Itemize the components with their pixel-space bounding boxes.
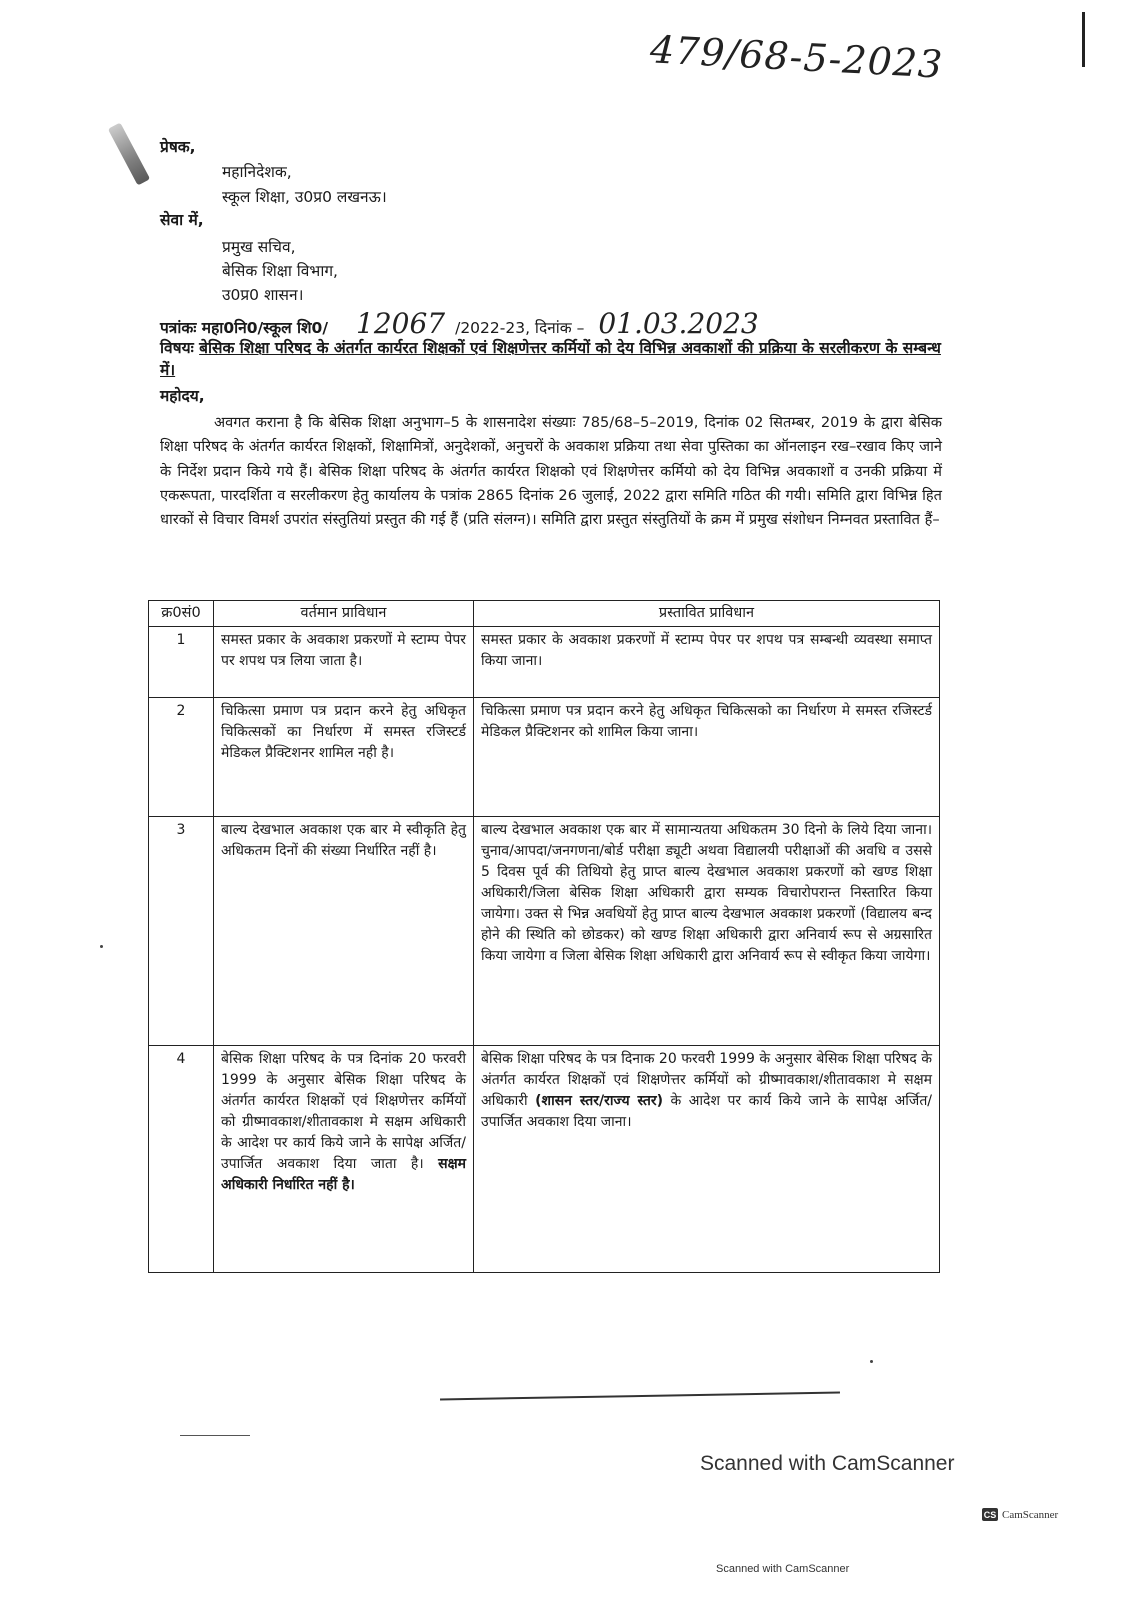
- row-current-text: बेसिक शिक्षा परिषद के पत्र दिनांक 20 फरवरी 1999 के अनुसार बेसिक शिक्षा परिषद के अंतर्गत कार्यरत शिक्षकों एवं शिक्षणेत्तर कर्मियों को ग्रीष्मावकाश/शीतावकाश मे सक्षम अधिकारी के आदेश पर कार्य किये जाने के सापेक्ष अर्जित/उपार्जित अवकाश दिया जाता है।: [221, 1051, 466, 1172]
- letter-prefix: पत्रांकः महा0नि0/स्कूल शि0/: [160, 319, 329, 337]
- camscanner-logo: [982, 1508, 1058, 1521]
- recipient-line-1: प्रमुख सचिव,: [222, 238, 296, 256]
- provisions-table: [148, 600, 940, 1273]
- footer-divider: [440, 1392, 840, 1401]
- body-paragraph: अवगत कराना है कि बेसिक शिक्षा अनुभाग–5 के शासनादेश संख्याः 785/68–5–2019, दिनांक 02 सितम्बर, 2019 के द्वारा बेसिक शिक्षा परिषद के अंतर्गत कार्यरत शिक्षकों, शिक्षामित्रों, अनुदेशकों, अनुचरों के अवकाश प्रक्रिया तथा सेवा पुस्तिका का ऑनलाइन रख–रखाव किए जाने के निर्देश प्रदान किये गये हैं। बेसिक शिक्षा परिषद के अंतर्गत कार्यरत शिक्षको एवं शिक्षणेत्तर कर्मियो को देय विभिन्न अवकाशों व उनकी प्रक्रिया में एकरूपता, पारदर्शिता व सरलीकरण हेतु कार्यालय के पत्रांक 2865 दिनांक 26 जुलाई, 2022 द्वारा समिति गठित की गयी। समिति द्वारा विभिन्न हित धारकों से विचार विमर्श उपरांत संस्तुतियां प्रस्तुत की गई हैं (प्रति संलग्न)। समिति द्वारा प्रस्तुत संस्तुतियों के क्रम में प्रमुख संशोधन निम्नवत प्रस्तावित हैं–: [160, 414, 942, 529]
- letter-number-row: [160, 307, 920, 340]
- subject-line: [160, 337, 950, 381]
- row-serial: 3: [149, 817, 214, 1046]
- table-row: [149, 817, 940, 1046]
- row-current-provision: चिकित्सा प्रमाण पत्र प्रदान करने हेतु अधिकृत चिकित्सकों का निर्धारण में समस्त रजिस्टर्ड मेडिकल प्रैक्टिशनर शामिल नही है।: [214, 698, 474, 817]
- recipient-line-2: बेसिक शिक्षा विभाग,: [222, 262, 338, 280]
- table-header-row: [149, 601, 940, 627]
- row-proposed-provision: बाल्य देखभाल अवकाश एक बार में सामान्यतया अधिकतम 30 दिनो के लिये दिया जाना। चुनाव/आपदा/जनगणना/बोर्ड परीक्षा ड्यूटी अथवा विद्यालयी परीक्षाओं की अवधि व उससे 5 दिवस पूर्व की तिथियो हेतु प्राप्त बाल्य देखभाल अवकाश प्रकरणों को खण्ड शिक्षा अधिकारी/जिला बेसिक शिक्षा अधिकारी द्वारा सम्यक विचारोपरान्त निस्तारित किया जायेगा। उक्त से भिन्न अवधियों हेतु प्राप्त बाल्य देखभाल अवकाश प्रकरणों (विद्यालय बन्द होने की स्थिति को छोडकर) को खण्ड शिक्षा अधिकारी द्वारा अनिवार्य रूप से अग्रसारित किया जायेगा व जिला बेसिक शिक्षा अधिकारी द्वारा अनिवार्य रूप से स्वीकृत किया जायेगा।: [474, 817, 940, 1046]
- scan-speck: [100, 945, 103, 948]
- recipient-line-3: उ0प्र0 शासन।: [222, 286, 304, 304]
- scan-edge-mark: [1082, 12, 1085, 67]
- scanner-watermark: Scanned with CamScanner: [700, 1452, 955, 1475]
- row-proposed-provision: चिकित्सा प्रमाण पत्र प्रदान करने हेतु अधिकृत चिकित्सको का निर्धारण मे समस्त रजिस्टर्ड मेडिकल प्रैक्टिशनर को शामिल किया जाना।: [474, 698, 940, 817]
- scan-speck: [870, 1360, 873, 1363]
- row-proposed-provision: [474, 1046, 940, 1273]
- row-proposed-provision: समस्त प्रकार के अवकाश प्रकरणों में स्टाम्प पेपर पर शपथ पत्र सम्बन्धी व्यवस्था समाप्त किया जाना।: [474, 627, 940, 698]
- sender-label: प्रेषक,: [160, 138, 196, 156]
- sender-line-2: स्कूल शिक्षा, उ0प्र0 लखनऊ।: [222, 188, 387, 206]
- recipient-label: सेवा में,: [160, 211, 204, 229]
- header-proposed: प्रस्तावित प्राविधान: [474, 601, 940, 627]
- row-current-provision: बाल्य देखभाल अवकाश एक बार मे स्वीकृति हेतु अधिकतम दिनों की संख्या निर्धारित नहीं है।: [214, 817, 474, 1046]
- header-current: वर्तमान प्राविधान: [214, 601, 474, 627]
- row-proposed-bold-text: (शासन स्तर/राज्य स्तर): [535, 1093, 664, 1109]
- sender-line-1: महानिदेशक,: [222, 163, 292, 181]
- table-row: [149, 698, 940, 817]
- row-current-provision: [214, 1046, 474, 1273]
- footer-divider: [180, 1435, 250, 1436]
- subject-label: विषयः: [160, 339, 194, 357]
- row-serial: 1: [149, 627, 214, 698]
- letter-middle: /2022-23, दिनांक –: [455, 319, 585, 337]
- row-serial: 2: [149, 698, 214, 817]
- scanner-watermark-small: Scanned with CamScanner: [716, 1563, 850, 1575]
- table-row: [149, 627, 940, 698]
- row-current-bold-text: सक्षम अधिकारी निर्धारित नहीं है।: [221, 1156, 466, 1193]
- table-row: [149, 1046, 940, 1273]
- handwritten-reference-number: 479/68-5-2023: [649, 27, 945, 87]
- row-proposed-end-text: के आदेश पर कार्य किये जाने के सापेक्ष अर्जित/उपार्जित अवकाश दिया जाना।: [481, 1093, 933, 1130]
- camscanner-logo-text: CamScanner: [1002, 1508, 1059, 1521]
- letter-date-handwritten: 01.03.2023: [598, 307, 759, 340]
- salutation: महोदय,: [160, 387, 205, 405]
- staple-pin-image: [108, 122, 150, 185]
- subject-text: बेसिक शिक्षा परिषद के अंतर्गत कार्यरत शिक्षकों एवं शिक्षणेत्तर कर्मियों को देय विभिन्न अवकाशों की प्रक्रिया के सरलीकरण के सम्बन्ध में।: [160, 339, 941, 379]
- header-serial: क्र0सं0: [149, 601, 214, 627]
- letter-number-handwritten: 12067: [356, 307, 446, 340]
- row-serial: 4: [149, 1046, 214, 1273]
- row-proposed-text: बेसिक शिक्षा परिषद के पत्र दिनाक 20 फरवरी 1999 के अनुसार बेसिक शिक्षा परिषद के अंतर्गत कार्यरत शिक्षकों एवं शिक्षणेत्तर कर्मियों को ग्रीष्मावकाश/शीतावकाश मे सक्षम अधिकारी: [481, 1051, 932, 1109]
- camscanner-logo-icon: CS: [983, 1509, 997, 1520]
- row-current-provision: समस्त प्रकार के अवकाश प्रकरणों मे स्टाम्प पेपर पर शपथ पत्र लिया जाता है।: [214, 627, 474, 698]
